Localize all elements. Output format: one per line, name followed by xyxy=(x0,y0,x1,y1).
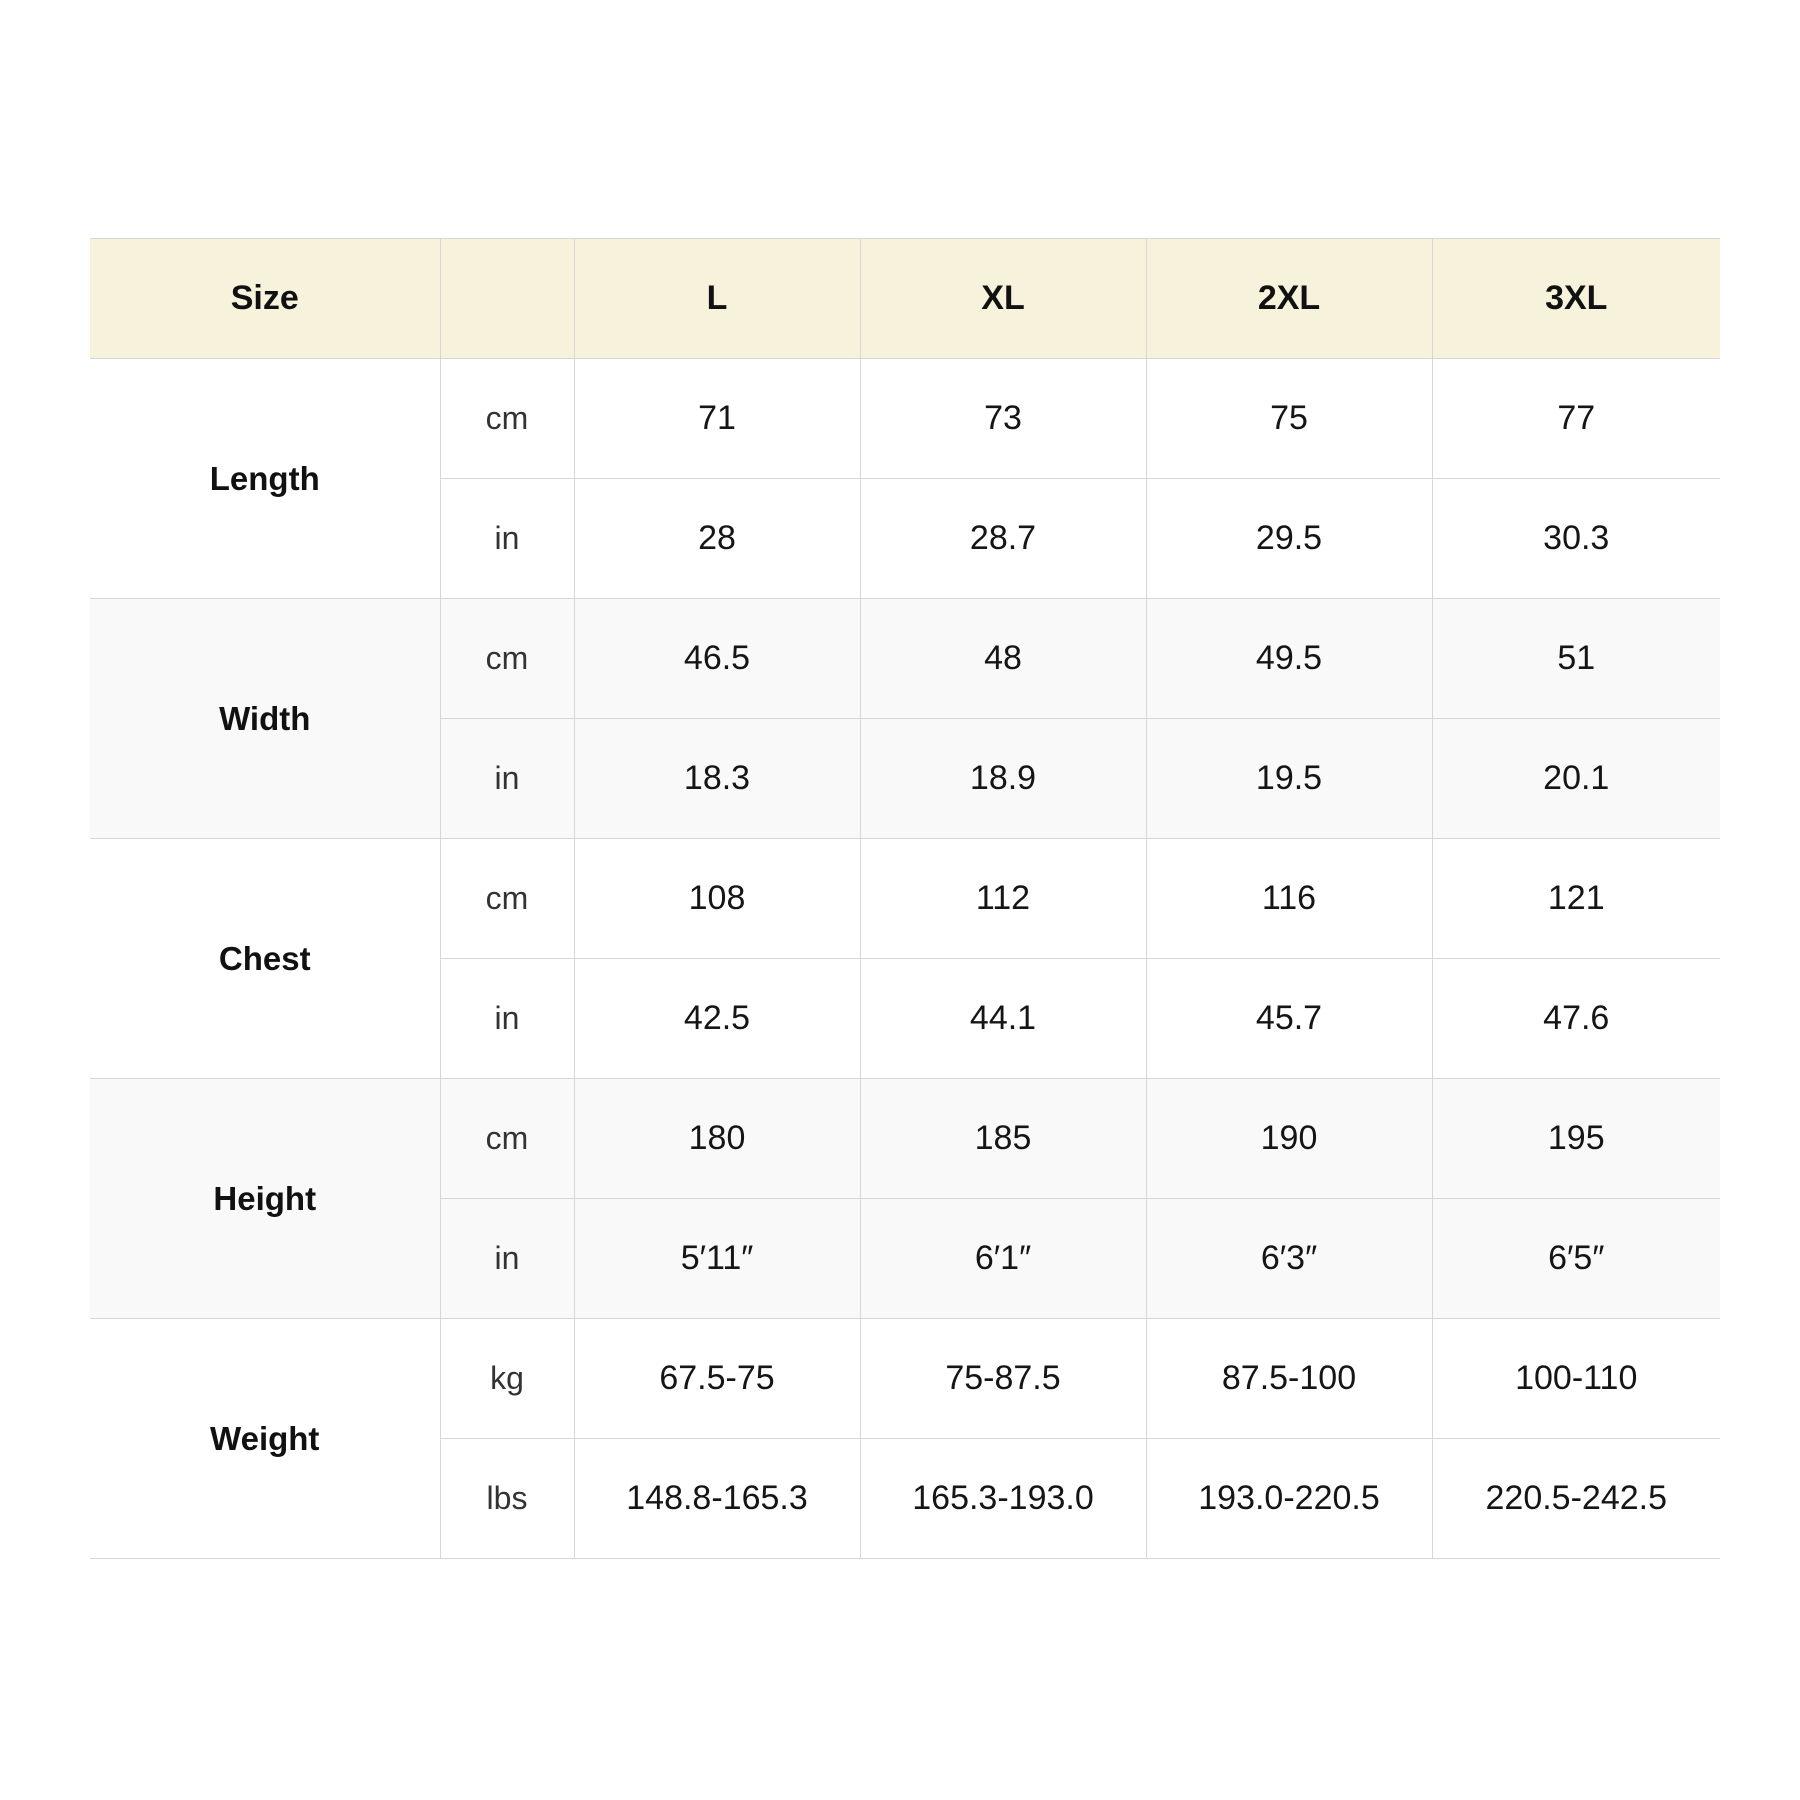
unit-cell: kg xyxy=(440,1319,574,1439)
value-cell: 46.5 xyxy=(574,599,860,719)
value-cell: 6′5″ xyxy=(1432,1199,1720,1319)
value-cell: 51 xyxy=(1432,599,1720,719)
height-cm-row xyxy=(90,1079,1720,1199)
unit-cell: cm xyxy=(440,359,574,479)
unit-cell: in xyxy=(440,1199,574,1319)
size-3xl-header: 3XL xyxy=(1432,239,1720,359)
value-cell: 77 xyxy=(1432,359,1720,479)
value-cell: 44.1 xyxy=(860,959,1146,1079)
size-2xl-header: 2XL xyxy=(1146,239,1432,359)
value-cell: 28.7 xyxy=(860,479,1146,599)
chest-cm-row xyxy=(90,839,1720,959)
unit-cell: cm xyxy=(440,1079,574,1199)
value-cell: 29.5 xyxy=(1146,479,1432,599)
size-chart-table xyxy=(90,238,1720,1559)
value-cell: 112 xyxy=(860,839,1146,959)
value-cell: 180 xyxy=(574,1079,860,1199)
unit-cell: cm xyxy=(440,839,574,959)
value-cell: 190 xyxy=(1146,1079,1432,1199)
value-cell: 42.5 xyxy=(574,959,860,1079)
value-cell: 45.7 xyxy=(1146,959,1432,1079)
weight-label: Weight xyxy=(90,1319,440,1559)
value-cell: 18.9 xyxy=(860,719,1146,839)
value-cell: 148.8-165.3 xyxy=(574,1439,860,1559)
size-xl-header: XL xyxy=(860,239,1146,359)
width-cm-row xyxy=(90,599,1720,719)
chest-label: Chest xyxy=(90,839,440,1079)
value-cell: 73 xyxy=(860,359,1146,479)
value-cell: 28 xyxy=(574,479,860,599)
value-cell: 5′11″ xyxy=(574,1199,860,1319)
size-header: Size xyxy=(90,239,440,359)
length-label: Length xyxy=(90,359,440,599)
value-cell: 185 xyxy=(860,1079,1146,1199)
value-cell: 71 xyxy=(574,359,860,479)
unit-cell: cm xyxy=(440,599,574,719)
value-cell: 195 xyxy=(1432,1079,1720,1199)
value-cell: 67.5-75 xyxy=(574,1319,860,1439)
value-cell: 87.5-100 xyxy=(1146,1319,1432,1439)
value-cell: 75 xyxy=(1146,359,1432,479)
unit-cell: in xyxy=(440,959,574,1079)
value-cell: 100-110 xyxy=(1432,1319,1720,1439)
value-cell: 220.5-242.5 xyxy=(1432,1439,1720,1559)
unit-header xyxy=(440,239,574,359)
size-l-header: L xyxy=(574,239,860,359)
value-cell: 47.6 xyxy=(1432,959,1720,1079)
unit-cell: in xyxy=(440,719,574,839)
value-cell: 193.0-220.5 xyxy=(1146,1439,1432,1559)
value-cell: 30.3 xyxy=(1432,479,1720,599)
width-label: Width xyxy=(90,599,440,839)
unit-cell: in xyxy=(440,479,574,599)
height-label: Height xyxy=(90,1079,440,1319)
value-cell: 49.5 xyxy=(1146,599,1432,719)
value-cell: 19.5 xyxy=(1146,719,1432,839)
value-cell: 75-87.5 xyxy=(860,1319,1146,1439)
value-cell: 108 xyxy=(574,839,860,959)
value-cell: 6′3″ xyxy=(1146,1199,1432,1319)
header-row xyxy=(90,239,1720,359)
value-cell: 6′1″ xyxy=(860,1199,1146,1319)
value-cell: 121 xyxy=(1432,839,1720,959)
value-cell: 18.3 xyxy=(574,719,860,839)
value-cell: 116 xyxy=(1146,839,1432,959)
length-cm-row xyxy=(90,359,1720,479)
value-cell: 20.1 xyxy=(1432,719,1720,839)
value-cell: 165.3-193.0 xyxy=(860,1439,1146,1559)
unit-cell: lbs xyxy=(440,1439,574,1559)
weight-kg-row xyxy=(90,1319,1720,1439)
value-cell: 48 xyxy=(860,599,1146,719)
